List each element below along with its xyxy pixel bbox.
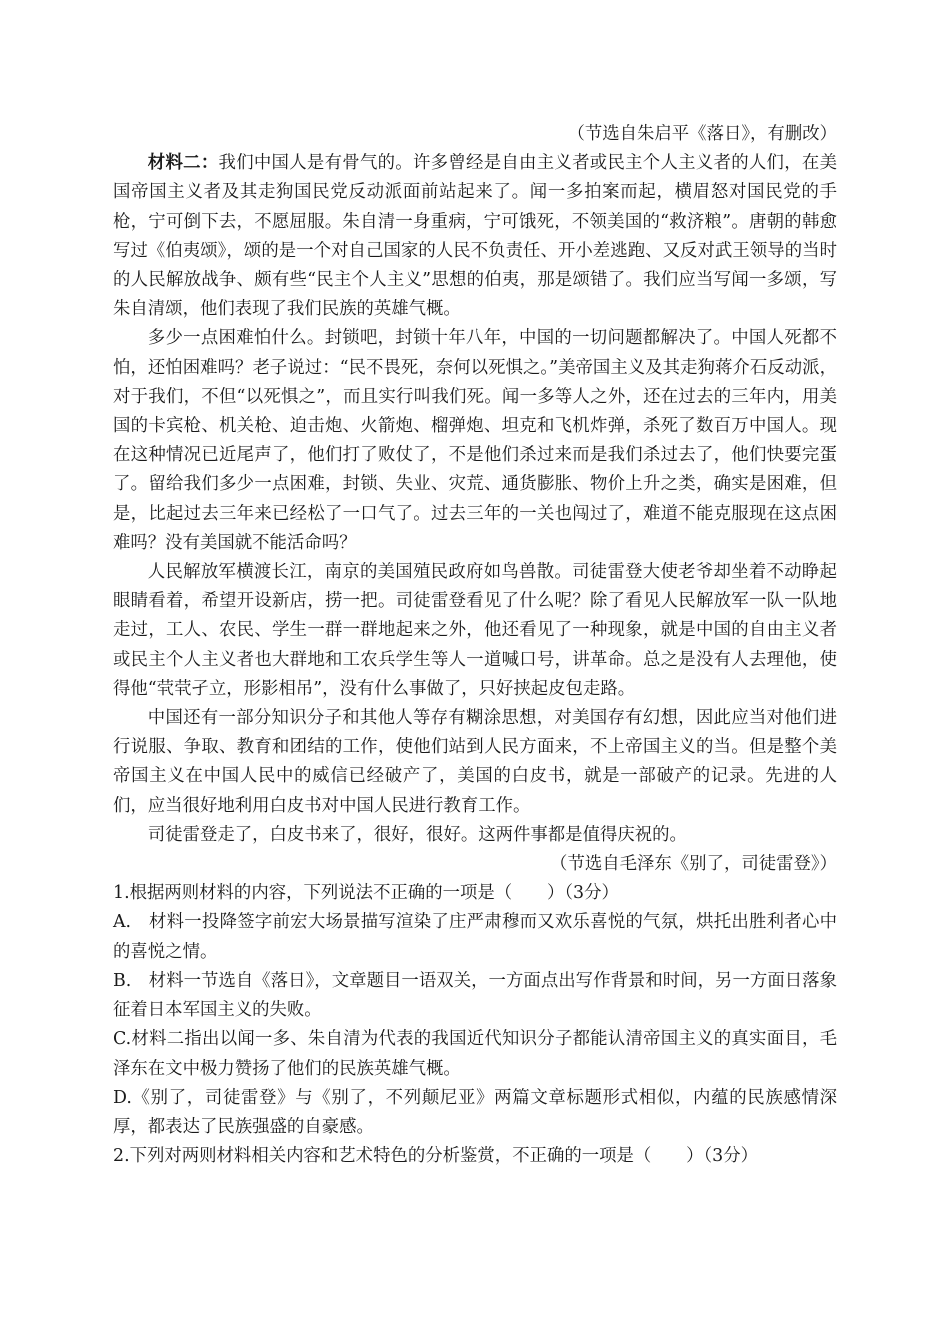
source-citation-2: （节选自毛泽东《别了，司徒雷登》） bbox=[550, 854, 837, 875]
source-citation-1: （节选自朱启平《落日》，有删改） bbox=[567, 124, 837, 144]
question-1-option-b: B. 材料一节选自《落日》，文章题目一语双关，一方面点出写作背景和时间，另一方面日落象征着日本军国主义的失败。 bbox=[113, 970, 837, 1021]
question-1-option-a: A. 材料一投降签字前宏大场景描写渲染了庄严肃穆而又欢乐喜悦的气氛，烘托出胜利者心中的喜悦之情。 bbox=[113, 912, 837, 962]
paragraph: 人民解放军横渡长江，南京的美国殖民政府如鸟兽散。司徒雷登大使老爷却坐着不动睁起眼睛看着，希望开设新店，捞一把。司徒雷登看见了什么呢？除了看见人民解放军一队一队地走过，工人、农民、学生一群一群地起来之外，他还看见了一种现象，就是中国的自由主义者或民主个人主义者也大群地和工农兵学生等人一道喊口号，讲革命。总之是没有人去理他，使得他“茕茕孑立，形影相吊”，没有什么事做了，只好挟起皮包走路。 bbox=[113, 562, 837, 699]
paragraph: 中国还有一部分知识分子和其他人等存有糊涂思想，对美国存有幻想，因此应当对他们进行说服、争取、教育和团结的工作，使他们站到人民方面来，不上帝国主义的当。但是整个美帝国主义在中国人民中的威信已经破产了，美国的白皮书，就是一部破产的记录。先进的人们，应当很好地利用白皮书对中国人民进行教育工作。 bbox=[113, 708, 837, 816]
question-2-stem: 2.下列对两则材料相关内容和艺术特色的分析鉴赏，不正确的一项是（ ）（3分） bbox=[113, 1146, 759, 1167]
paragraph: 多少一点困难怕什么。封锁吧，封锁十年八年，中国的一切问题都解决了。中国人死都不怕，还怕困难吗？老子说过：“民不畏死，奈何以死惧之。”美帝国主义及其走狗蒋介石反动派，对于我们，不但“以死惧之”，而且实行叫我们死。闻一多等人之外，还在过去的三年内，用美国的卡宾枪、机关枪、迫击炮、火箭炮、榴弹炮、坦克和飞机炸弹，杀死了数百万中国人。现在这种情况已近尾声了，他们打了败仗了，不是他们杀过来而是我们杀过去了，他们快要完蛋了。留给我们多少一点困难，封锁、失业、灾荒、通货膨胀、物价上升之类，确实是困难，但是，比起过去三年来已经松了一口气了。过去三年的一关也闯过了，难道不能克服现在这点困难吗？没有美国就不能活命吗？ bbox=[113, 328, 837, 553]
material-two-first-paragraph bbox=[113, 149, 837, 324]
question-1-stem: 1.根据两则材料的内容，下列说法不正确的一项是（ ）（3分） bbox=[113, 883, 619, 904]
paragraph: 司徒雷登走了，白皮书来了，很好，很好。这两件事都是值得庆祝的。 bbox=[147, 824, 687, 845]
question-1-option-d: D.《别了，司徒雷登》与《别了，不列颠尼亚》两篇文章标题形式相似，内蕴的民族感情深厚，都表达了民族强盛的自豪感。 bbox=[113, 1087, 837, 1137]
material-two-first-paragraph-text: 我们中国人是有骨气的。许多曾经是自由主义者或民主个人主义者的人们，在美国帝国主义者及其走狗国民党反动派面前站起来了。闻一多拍案而起，横眉怒对国民党的手枪，宁可倒下去，不愿屈服。朱自清一身重病，宁可饿死，不领美国的“救济粮”。唐朝的韩愈写过《伯夷颂》，颂的是一个对自己国家的人民不负责任、开小差逃跑、又反对武王领导的当时的人民解放战争、颇有些“民主个人主义”思想的伯夷，那是颂错了。我们应当写闻一多颂，写朱自清颂，他们表现了我们民族的英雄气概。 bbox=[113, 153, 837, 320]
question-1-option-c: C.材料二指出以闻一多、朱自清为代表的我国近代知识分子都能认清帝国主义的真实面目，毛泽东在文中极力赞扬了他们的民族英雄气概。 bbox=[113, 1029, 837, 1079]
material-two-label: 材料二： bbox=[147, 153, 219, 174]
document-page bbox=[113, 120, 837, 1171]
